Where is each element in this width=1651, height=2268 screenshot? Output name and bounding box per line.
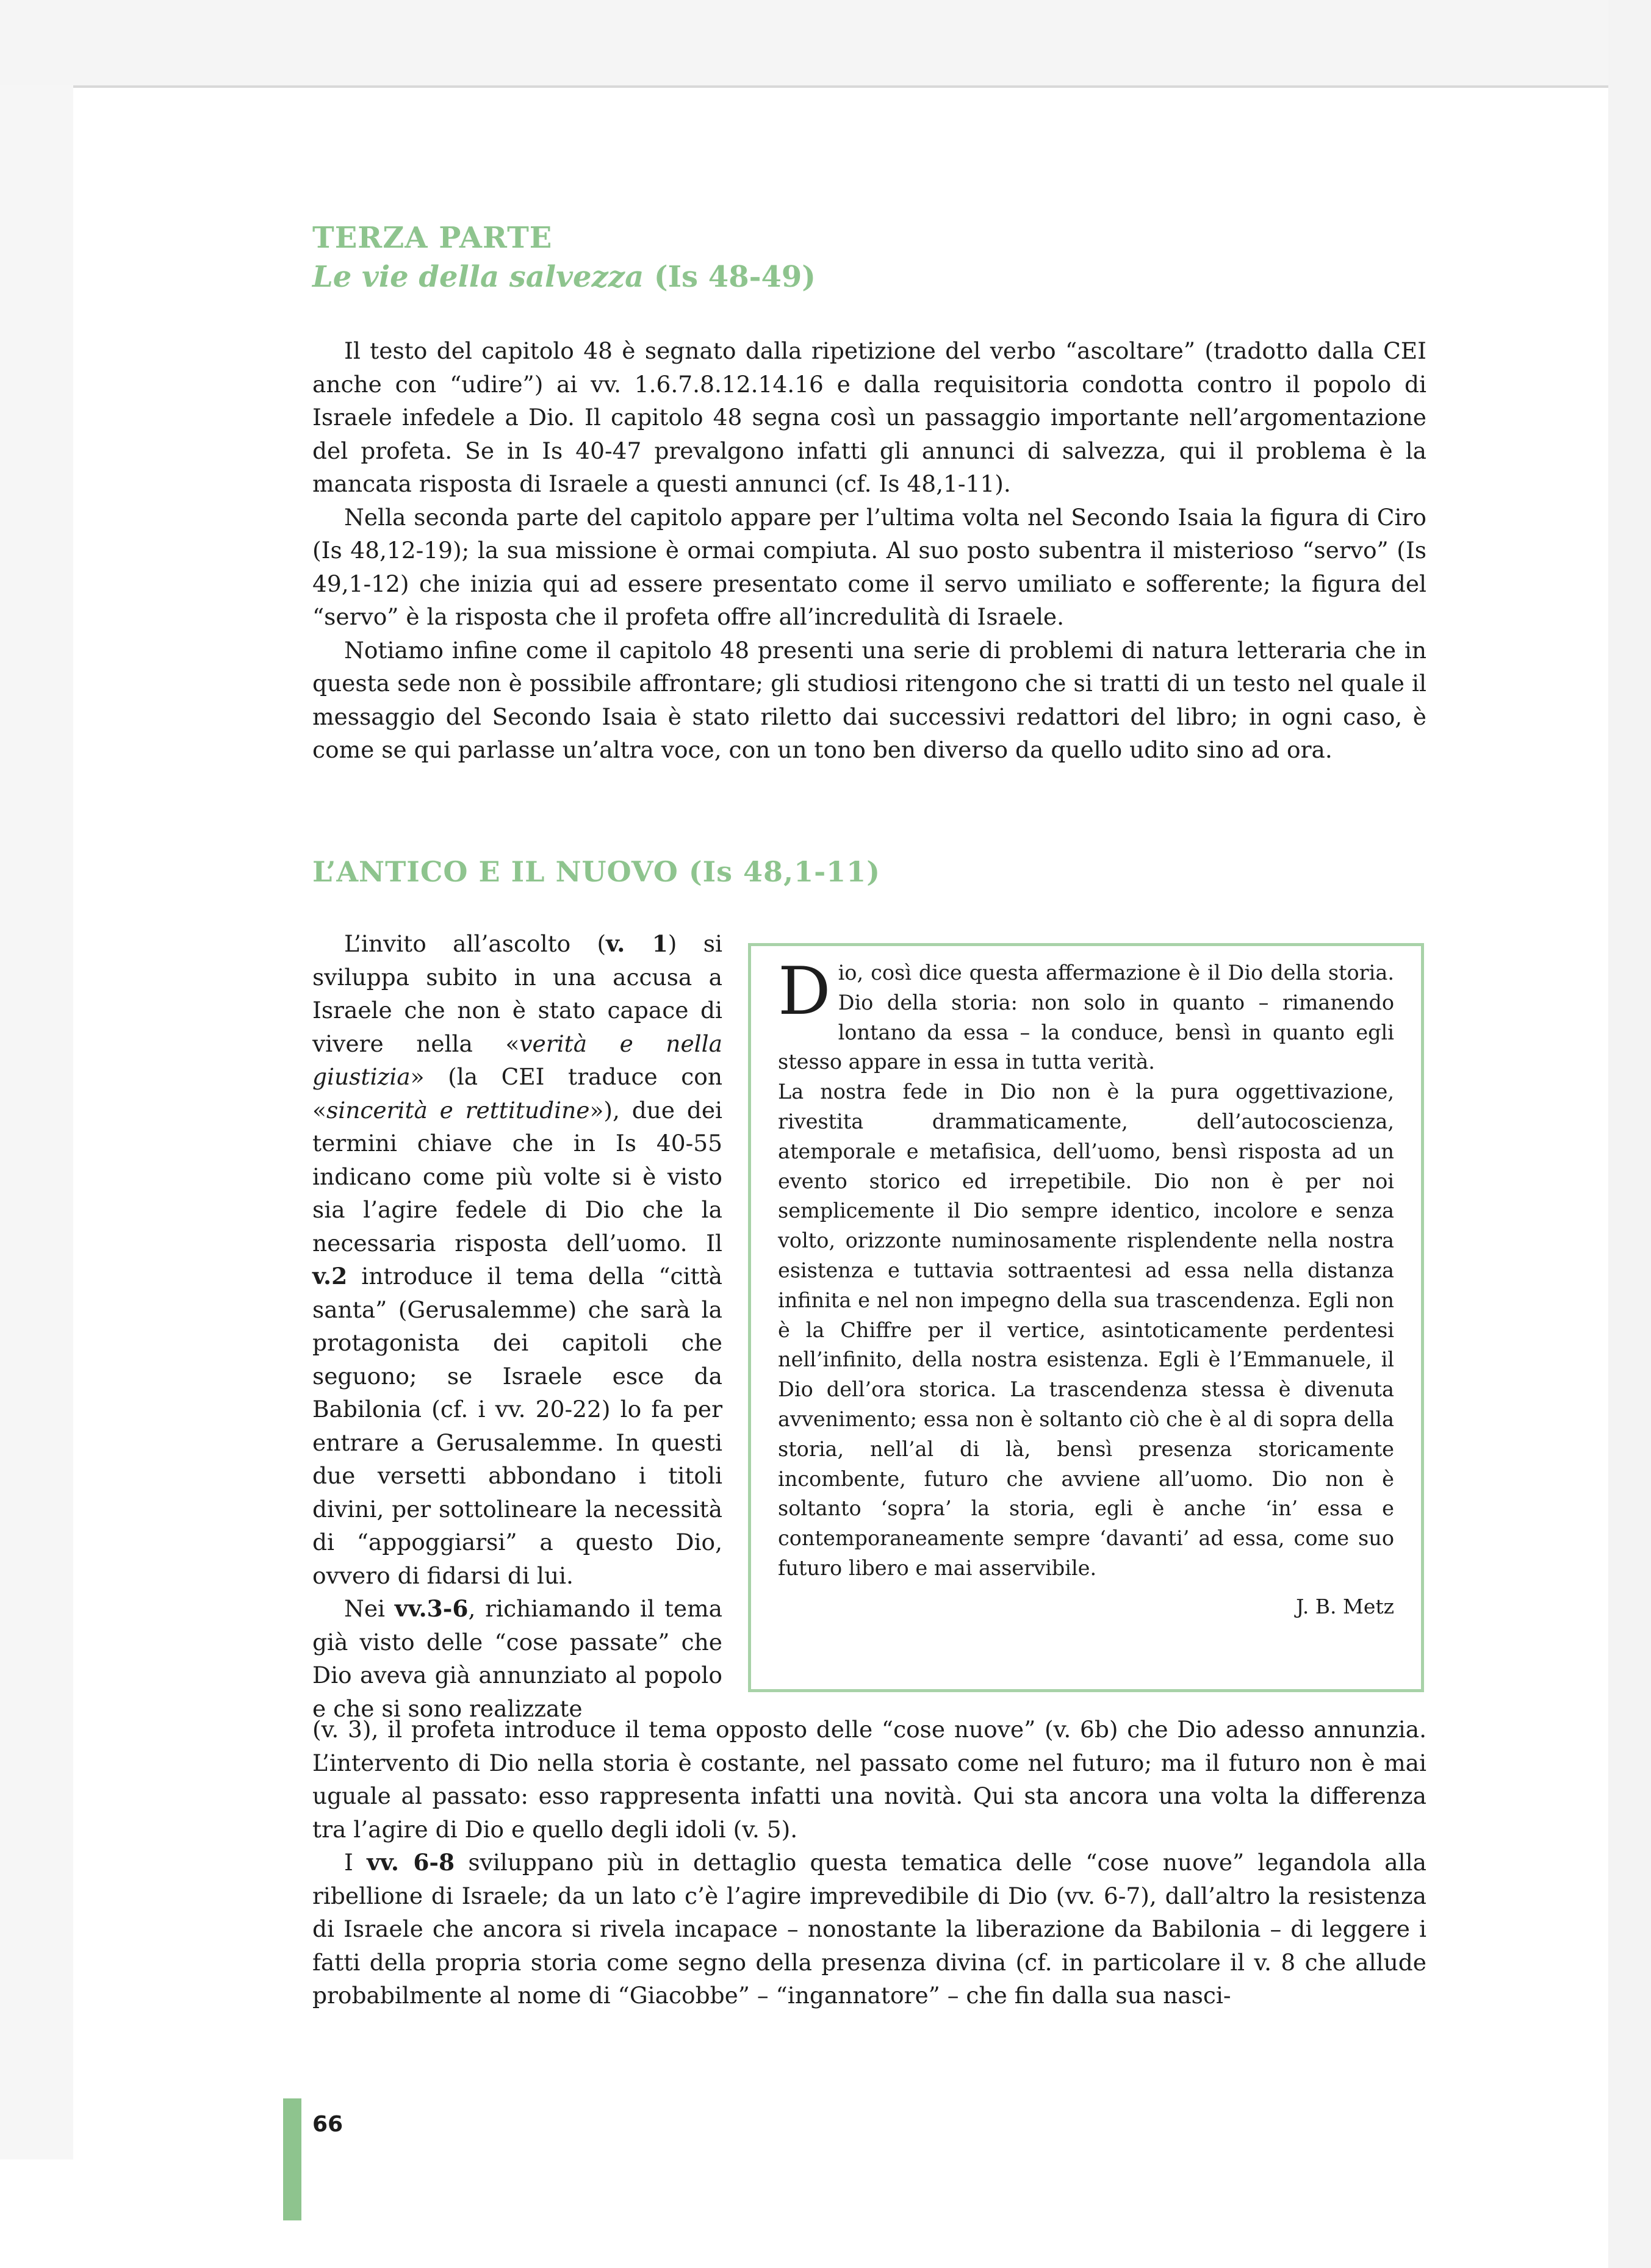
- quoted-term: sincerità e rettitudine: [326, 1096, 590, 1124]
- text-run: Nei: [344, 1595, 395, 1622]
- text-run: ) si sviluppa subito in una accusa a Israele che non è stato capace di vivere nella «: [312, 930, 722, 1057]
- verse-ref: vv. 6-8: [367, 1849, 455, 1876]
- part-title: [312, 260, 816, 294]
- part-title-italic: Le vie della salvezza: [312, 260, 644, 294]
- intro-text: [312, 334, 1426, 767]
- paragraph-invito: [312, 927, 722, 1592]
- text-run: I: [344, 1849, 367, 1876]
- text-run: L’invito all’ascolto (: [344, 930, 606, 957]
- text-run: » (la CEI traduce con «: [312, 1063, 722, 1124]
- text-run: io, così dice questa affermazione è il Dio della storia. Dio della storia: non solo in quanto – rimanendo lontano da essa – la conduce, bensì in quanto egli stesso appare in essa in tutta verità.: [778, 961, 1394, 1074]
- section-heading: L’ANTICO E IL NUOVO (Is 48,1-11): [312, 855, 880, 888]
- scan-top-margin: [0, 0, 1651, 88]
- intro-paragraph: Notiamo infine come il capitolo 48 presenti una serie di problemi di natura letteraria che in questa sede non è possibile affrontare; gli studiosi ritengono che si tratti di un testo nel quale il messaggio del Secondo Isaia è stato riletto dai successivi redattori del libro; in ogni caso, è come se qui parlasse un’altra voce, con un tono ben diverso da quello udito sino ad ora.: [312, 636, 1426, 763]
- text-run: introduce il tema della “città santa” (Gerusalemme) che sarà la protagonista dei capitoli che seguono; se Israele esce da Babilonia (cf. i vv. 20-22) lo fa per entrare a Gerusalemme. In questi due versetti abbondano i titoli divini, per sottolineare la necessità di “appoggiarsi” a questo Dio, ovvero di fidarsi di lui.: [312, 1263, 722, 1589]
- page-marker-bar: [283, 2098, 301, 2220]
- verse-ref: v. 1: [606, 930, 668, 957]
- quote-paragraph: [778, 953, 1394, 1077]
- bottom-text: [312, 1713, 1426, 2012]
- text-run: sviluppano più in dettaglio questa tematica delle “cose nuove” legandola alla ribellione di Israele; da un lato c’è l’agire imprevedibile di Dio (vv. 6-7), dall’altro la resistenza di Israele che ancora si rivela incapace – nonostante la liberazione da Babilonia – di leggere i fatti della propria storia come segno della presenza divina (cf. in particolare il v. 8 che allude probabilmente al nome di “Giacobbe” – “ingannatore” – che fin dalla sua nasci-: [312, 1849, 1427, 2009]
- drop-cap: D: [778, 953, 831, 1030]
- quote-paragraph: La nostra fede in Dio non è la pura oggettivazione, rivestita drammaticamente, dell’autocoscienza, atemporale e metafisica, dell’uomo, bensì risposta ad un evento storico ed irrepetibile. Dio non è per noi semplicemente il Dio sempre identico, incolore e senza volto, orizzonte numinosamente risplendente nella nostra esistenza e tuttavia sottraentesi ad essa nella distanza infinita e nel non impegno della sua trascendenza. Egli non è la Chiffre per il vertice, asintoticamente perdentesi nell’infinito, della nostra esistenza. Egli è l’Emmanuele, il Dio dell’ora storica. La trascendenza stessa è divenuta avvenimento; essa non è soltanto ciò che è al di sopra della storia, nell’al di là, bensì presenza storicamente incombente, futuro che avviene all’uomo. Dio non è soltanto ‘sopra’ la storia, egli è anche ‘in’ essa e contemporaneamente sempre ‘davanti’ ad essa, come suo futuro libero e mai asservibile.: [778, 1080, 1394, 1580]
- text-run: »), due dei termini chiave che in Is 40-55 indicano come più volte si è visto sia l’agire fedele di Dio che la necessaria risposta dell’uomo. Il: [312, 1096, 723, 1257]
- quote-box: [748, 943, 1424, 1692]
- scan-left-margin: [0, 85, 73, 2159]
- part-label: TERZA PARTE: [312, 221, 553, 255]
- intro-paragraph: Nella seconda parte del capitolo appare per l’ultima volta nel Secondo Isaia la figura di Ciro (Is 48,12-19); la sua missione è ormai compiuta. Al suo posto subentra il misterioso “servo” (Is 49,1-12) che inizia qui ad essere presentato come il servo umiliato e sofferente; la figura del “servo” è la risposta che il profeta offre all’incredulità di Israele.: [312, 503, 1426, 630]
- paragraph-cose-nuove: [312, 1846, 1426, 2012]
- scan-right-margin: [1608, 0, 1651, 2268]
- quote-author: J. B. Metz: [1296, 1594, 1394, 1618]
- part-title-reference: (Is 48-49): [653, 260, 816, 294]
- verse-ref: v.2: [312, 1263, 348, 1290]
- quoted-term: verità e nella giustizia: [312, 1030, 722, 1090]
- page-number: 66: [312, 2112, 344, 2137]
- text-run: , richiamando il tema già visto delle “cose passate” che Dio aveva già annunziato al popolo e che si sono realizzate: [312, 1595, 723, 1722]
- paragraph-continuation: (v. 3), il profeta introduce il tema opposto delle “cose nuove” (v. 6b) che Dio adesso annunzia. L’intervento di Dio nella storia è costante, nel passato come nel futuro; ma il futuro non è mai uguale al passato: esso rappresenta infatti una novità. Qui sta ancora una volta la differenza tra l’agire di Dio e quello degli idoli (v. 5).: [312, 1716, 1426, 1843]
- verse-ref: vv.3-6: [394, 1595, 469, 1622]
- paragraph-cose-passate: [312, 1592, 722, 1725]
- intro-paragraph: Il testo del capitolo 48 è segnato dalla ripetizione del verbo “ascoltare” (tradotto dalla CEI anche con “udire”) ai vv. 1.6.7.8.12.14.16 e dalla requisitoria condotta contro il popolo di Israele infedele a Dio. Il capitolo 48 segna così un passaggio importante nell’argomentazione del profeta. Se in Is 40-47 prevalgono infatti gli annunci di salvezza, qui il problema è la mancata risposta di Israele a questi annunci (cf. Is 48,1-11).: [312, 337, 1426, 497]
- left-column-text: [312, 927, 722, 1725]
